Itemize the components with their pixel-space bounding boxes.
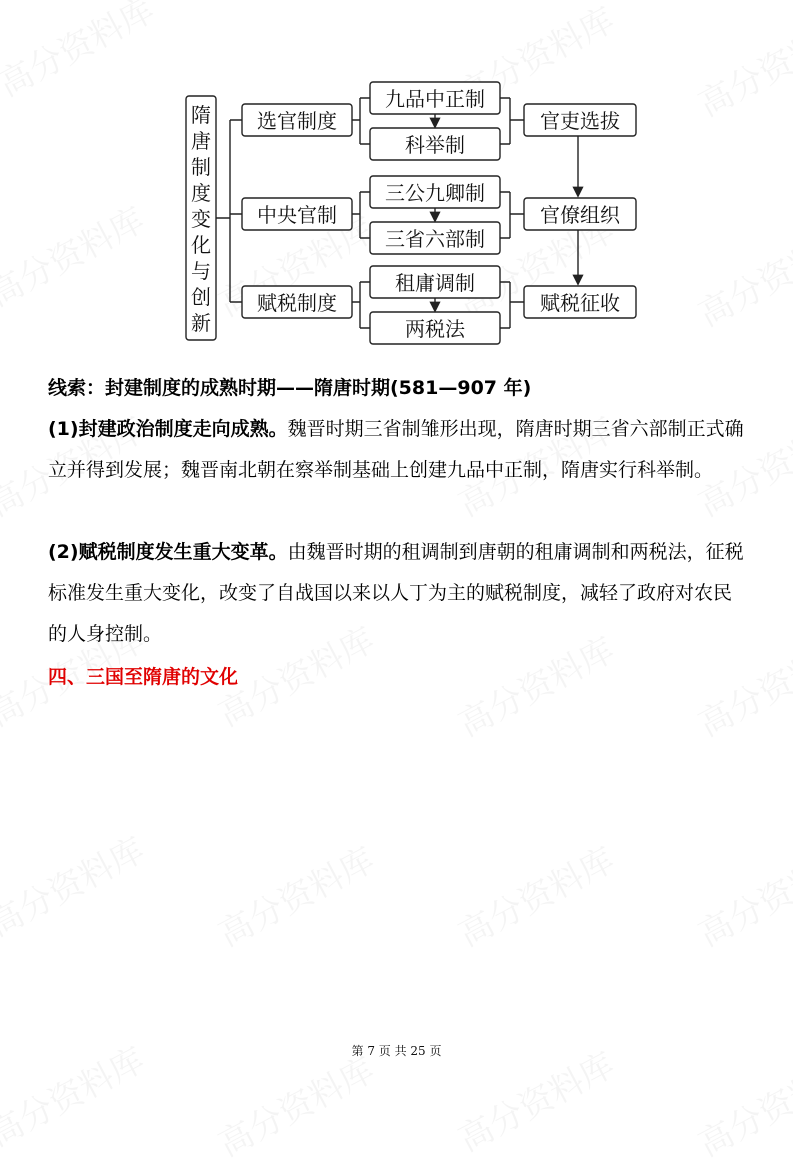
watermark xyxy=(208,833,381,956)
watermark xyxy=(688,833,793,956)
flow-diagram xyxy=(0,0,793,360)
result-label: 赋税征收 xyxy=(540,291,620,315)
clue-text: 线索：封建制度的成熟时期——隋唐时期(581—907 年) xyxy=(48,377,532,399)
watermark xyxy=(0,823,152,946)
category-label: 选官制度 xyxy=(257,109,337,133)
item-label: 租庸调制 xyxy=(395,271,475,295)
clue-line xyxy=(48,368,748,409)
item-label: 九品中正制 xyxy=(385,87,485,111)
watermark xyxy=(688,1043,793,1166)
section-heading: 四、三国至隋唐的文化 xyxy=(48,666,239,688)
item-label: 科举制 xyxy=(405,133,465,157)
result-label: 官僚组织 xyxy=(540,203,620,227)
root-char: 制 xyxy=(191,155,211,179)
item-label: 三省六部制 xyxy=(385,227,485,251)
paragraph-2-body: 由魏晋时期的租调制到唐朝的租庸调制和两税法，征税标准发生重大变化，改变了自战国以来以人丁为主的赋税制度，减轻了政府对农民的人身控制。 xyxy=(48,541,744,645)
paragraph-1 xyxy=(48,409,748,491)
item-label: 三公九卿制 xyxy=(385,181,485,205)
root-char: 新 xyxy=(191,311,211,335)
category-label: 中央官制 xyxy=(257,203,337,227)
paragraph-2-title: (2)赋税制度发生重大变革。 xyxy=(48,541,288,563)
category-label: 赋税制度 xyxy=(257,291,337,315)
paragraph-2 xyxy=(48,532,748,655)
paragraph-1-body: 魏晋时期三省制雏形出现，隋唐时期三省六部制正式确立并得到发展；魏晋南北朝在察举制基础上创建九品中正制，隋唐实行科举制。 xyxy=(48,418,744,481)
result-label: 官吏选拔 xyxy=(540,109,620,133)
root-char: 唐 xyxy=(191,129,211,153)
watermark xyxy=(208,1043,381,1166)
item-label: 两税法 xyxy=(405,317,465,341)
paragraph-1-title: (1)封建政治制度走向成熟。 xyxy=(48,418,288,440)
page-footer: 第 7 页 共 25 页 xyxy=(351,1044,442,1058)
root-char: 变 xyxy=(191,207,211,231)
root-char: 度 xyxy=(191,181,211,205)
root-char: 隋 xyxy=(191,103,211,127)
watermark xyxy=(448,833,621,956)
root-char: 创 xyxy=(191,285,211,309)
root-char: 与 xyxy=(191,259,211,283)
root-char: 化 xyxy=(191,233,211,257)
